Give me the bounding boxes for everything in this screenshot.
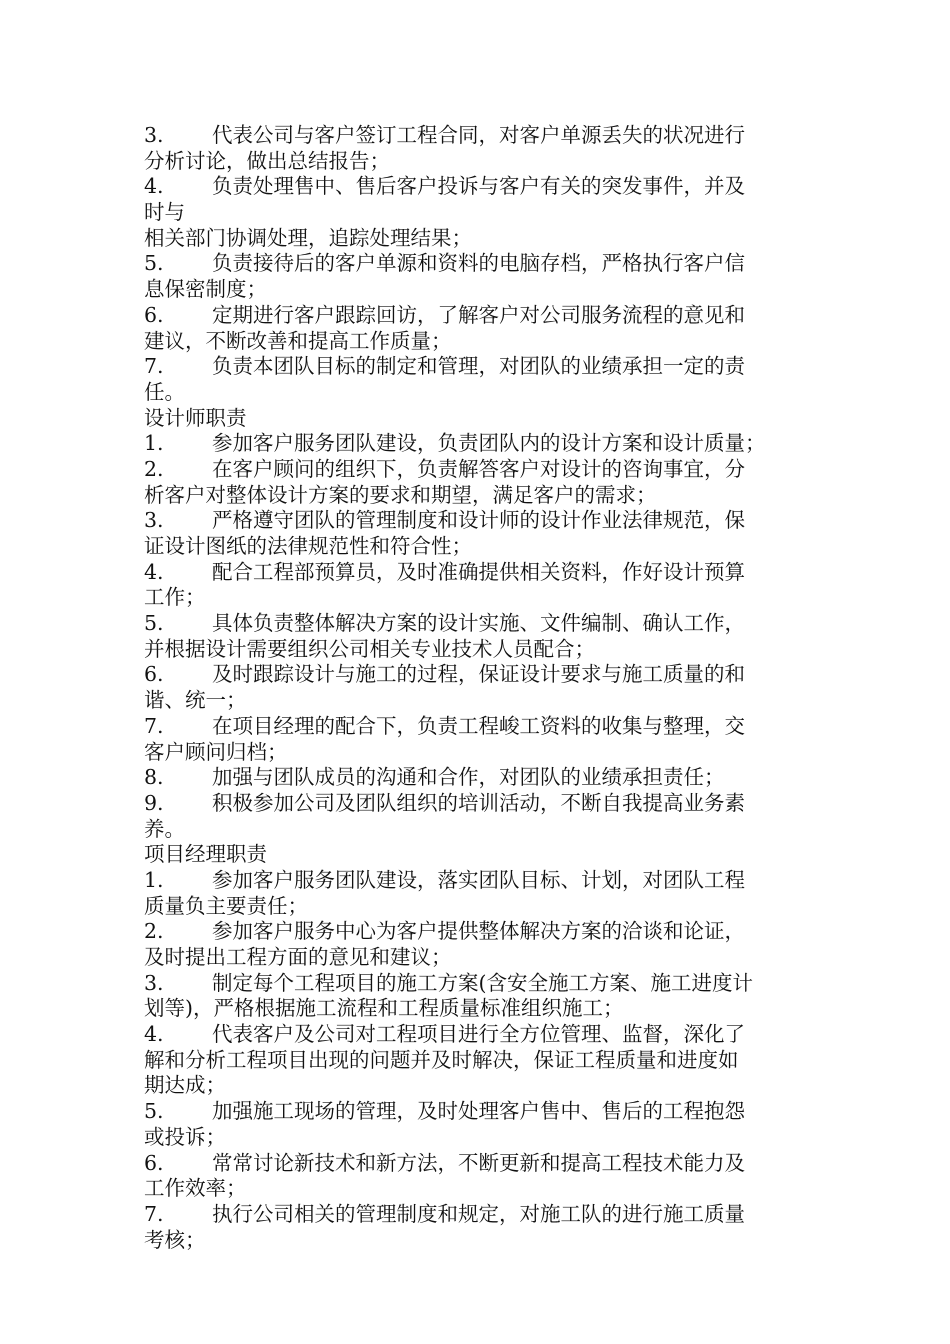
line-text: 息保密制度； — [144, 277, 267, 302]
list-item-line — [144, 714, 809, 740]
line-text: 解和分析工程项目出现的问题并及时解决，保证工程质量和进度如 — [144, 1047, 739, 1072]
text-line — [144, 149, 809, 175]
list-item-number: 7. — [144, 354, 164, 379]
line-text: 相关部门协调处理，追踪处理结果； — [144, 225, 472, 250]
line-text: 项目经理职责 — [144, 842, 267, 867]
text-line — [144, 1073, 809, 1099]
line-text: 谐、统一； — [144, 688, 247, 713]
list-item-number: 1. — [144, 867, 164, 892]
text-line — [144, 534, 809, 560]
line-text: 建议，不断改善和提高工作质量； — [144, 328, 452, 353]
line-text: 工作； — [144, 585, 206, 610]
list-item-number: 2. — [144, 919, 164, 944]
list-item-line — [144, 971, 809, 997]
list-item-number: 5. — [144, 611, 164, 636]
list-item-line — [144, 662, 809, 688]
line-text: 工作效率； — [144, 1176, 247, 1201]
text-line — [144, 740, 809, 766]
text-line — [144, 226, 809, 252]
text-line — [144, 1176, 809, 1202]
list-item-number: 7. — [144, 1201, 164, 1226]
text-line — [144, 688, 809, 714]
line-text: 或投诉； — [144, 1124, 226, 1149]
line-text: 负责本团队目标的制定和管理，对团队的业绩承担一定的责 — [212, 354, 745, 379]
list-item-line — [144, 1099, 809, 1125]
list-item-number: 6. — [144, 1150, 164, 1175]
line-text: 执行公司相关的管理制度和规定，对施工队的进行施工质量 — [212, 1201, 745, 1226]
line-text: 制定每个工程项目的施工方案(含安全施工方案、施工进度计 — [212, 970, 753, 995]
line-text: 养。 — [144, 816, 185, 841]
line-text: 析客户对整体设计方案的要求和期望，满足客户的需求； — [144, 482, 657, 507]
line-text: 具体负责整体解决方案的设计实施、文件编制、确认工作， — [212, 611, 745, 636]
text-line — [144, 1048, 809, 1074]
list-item-line — [144, 765, 809, 791]
list-item-number: 5. — [144, 1099, 164, 1124]
list-item-line — [144, 431, 809, 457]
line-text: 证设计图纸的法律规范性和符合性； — [144, 534, 472, 558]
text-line — [144, 817, 809, 843]
list-item-line — [144, 123, 809, 149]
list-item-line — [144, 611, 809, 637]
list-item-number: 9. — [144, 790, 164, 815]
list-item-line — [144, 508, 809, 534]
line-text: 定期进行客户跟踪回访，了解客户对公司服务流程的意见和 — [212, 302, 745, 327]
list-item-line — [144, 1022, 809, 1048]
line-text: 并根据设计需要组织公司相关专业技术人员配合； — [144, 636, 595, 661]
text-line — [144, 1228, 809, 1254]
text-line — [144, 996, 809, 1022]
line-text: 代表公司与客户签订工程合同，对客户单源丢失的状况进行 — [212, 123, 745, 147]
text-line — [144, 637, 809, 663]
line-text: 及时跟踪设计与施工的过程，保证设计要求与施工质量的和 — [212, 662, 745, 687]
list-item-line — [144, 457, 809, 483]
line-text: 负责处理售中、售后客户投诉与客户有关的突发事件，并及 — [212, 174, 745, 199]
line-text: 期达成； — [144, 1073, 226, 1098]
text-line — [144, 329, 809, 355]
list-item-number: 4. — [144, 1022, 164, 1047]
text-line — [144, 277, 809, 303]
list-item-number: 8. — [144, 765, 164, 790]
list-item-line — [144, 919, 809, 945]
list-item-line — [144, 791, 809, 817]
line-text: 划等)，严格根据施工流程和工程质量标准组织施工； — [144, 996, 624, 1021]
text-line — [144, 842, 809, 868]
text-line — [144, 894, 809, 920]
list-item-number: 7. — [144, 713, 164, 738]
list-item-number: 6. — [144, 662, 164, 687]
document-body — [144, 123, 809, 1253]
line-text: 代表客户及公司对工程项目进行全方位管理、监督，深化了 — [212, 1022, 745, 1047]
line-text: 常常讨论新技术和新方法，不断更新和提高工程技术能力及 — [212, 1150, 745, 1175]
text-line — [144, 483, 809, 509]
list-item-line — [144, 174, 809, 200]
list-item-line — [144, 1151, 809, 1177]
list-item-line — [144, 303, 809, 329]
text-line — [144, 406, 809, 432]
list-item-number: 4. — [144, 559, 164, 584]
text-line — [144, 585, 809, 611]
line-text: 任。 — [144, 379, 185, 404]
list-item-line — [144, 868, 809, 894]
text-line — [144, 1125, 809, 1151]
line-text: 时与 — [144, 200, 185, 225]
list-item-number: 3. — [144, 970, 164, 995]
line-text: 配合工程部预算员，及时准确提供相关资料，作好设计预算 — [212, 559, 745, 584]
line-text: 考核； — [144, 1227, 206, 1252]
list-item-number: 6. — [144, 302, 164, 327]
line-text: 积极参加公司及团队组织的培训活动，不断自我提高业务素 — [212, 790, 745, 815]
list-item-line — [144, 354, 809, 380]
line-text: 分析讨论，做出总结报告； — [144, 148, 390, 173]
line-text: 质量负主要责任； — [144, 893, 308, 918]
line-text: 参加客户服务团队建设，落实团队目标、计划，对团队工程 — [212, 867, 745, 892]
list-item-line — [144, 251, 809, 277]
line-text: 设计师职责 — [144, 405, 247, 430]
list-item-number: 4. — [144, 174, 164, 199]
text-line — [144, 200, 809, 226]
line-text: 严格遵守团队的管理制度和设计师的设计作业法律规范，保 — [212, 508, 745, 533]
line-text: 客户顾问归档； — [144, 739, 288, 764]
line-text: 及时提出工程方面的意见和建议； — [144, 945, 452, 969]
list-item-number: 3. — [144, 123, 164, 147]
list-item-number: 5. — [144, 251, 164, 276]
line-text: 在项目经理的配合下，负责工程峻工资料的收集与整理，交 — [212, 713, 745, 738]
line-text: 负责接待后的客户单源和资料的电脑存档，严格执行客户信 — [212, 251, 745, 276]
list-item-line — [144, 560, 809, 586]
list-item-number: 2. — [144, 456, 164, 481]
list-item-line — [144, 1202, 809, 1228]
text-line — [144, 380, 809, 406]
line-text: 加强施工现场的管理，及时处理客户售中、售后的工程抱怨 — [212, 1099, 745, 1124]
line-text: 在客户顾问的组织下，负责解答客户对设计的咨询事宜，分 — [212, 456, 745, 481]
list-item-number: 1. — [144, 431, 164, 456]
text-line — [144, 945, 809, 971]
list-item-number: 3. — [144, 508, 164, 533]
line-text: 参加客户服务中心为客户提供整体解决方案的洽谈和论证， — [212, 919, 745, 944]
line-text: 加强与团队成员的沟通和合作，对团队的业绩承担责任； — [212, 765, 725, 790]
line-text: 参加客户服务团队建设，负责团队内的设计方案和设计质量； — [212, 431, 766, 456]
